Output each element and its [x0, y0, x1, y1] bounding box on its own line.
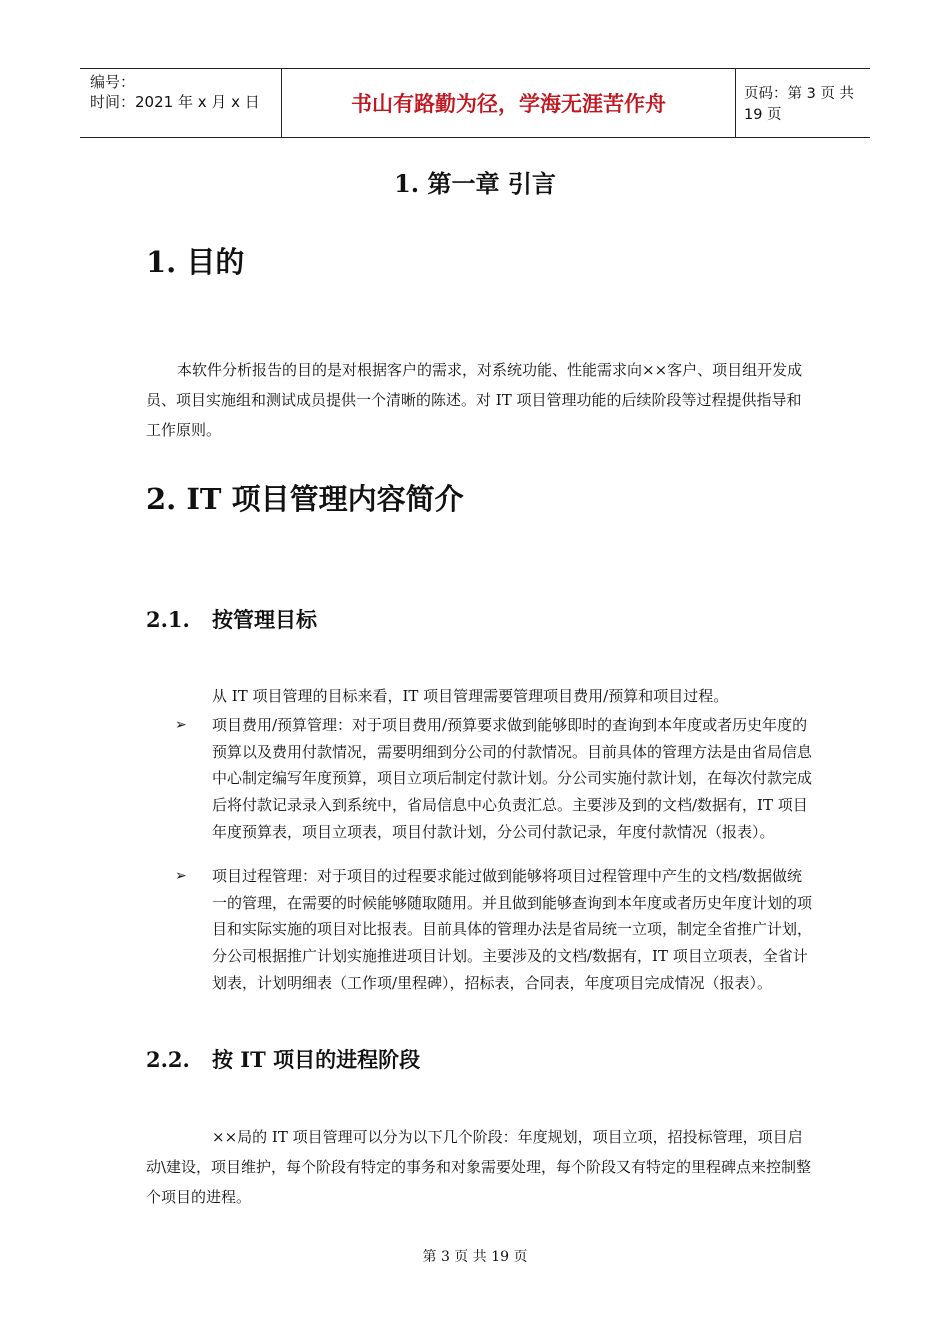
subsection-2-2-title: 按 IT 项目的进程阶段: [212, 1047, 421, 1072]
chapter-title: 1. 第一章 引言: [394, 169, 556, 198]
list-item: [175, 712, 815, 846]
subsection-2-2-heading: [146, 1045, 420, 1075]
list-item: [175, 863, 815, 997]
subsection-2-1-intro: 从 IT 项目管理的目标来看，IT 项目管理需要管理项目费用/预算和项目过程。: [212, 687, 729, 705]
arrow-bullet-icon: ➢: [175, 868, 187, 884]
list-item-text: 项目过程管理：对于项目的过程要求能过做到能够将项目过程管理中产生的文档/数据做统一的管理，在需要的时候能够随取随用。并且做到能够查询到本年度或者历史年度计划的项目和实际实施的项目对比报表。目前具体的管理办法是省局统一立项，制定全省推广计划，分公司根据推广计划实施推进项目计划。主要涉及的文档/数据有，IT 项目立项表，全省计划表，计划明细表（工作项/里程碑），招标表，合同表，年度项目完成情况（报表）。: [212, 867, 813, 992]
section-1-body: 本软件分析报告的目的是对根据客户的需求，对系统功能、性能需求向××客户、项目组开发成员、项目实施组和测试成员提供一个清晰的陈述。对 IT 项目管理功能的后续阶段等过程提供指导和工作原则。: [146, 361, 803, 439]
subsection-2-2-number: 2.2.: [146, 1047, 190, 1072]
subsection-2-1-number: 2.1.: [146, 607, 190, 632]
page-footer: 第 3 页 共 19 页: [422, 1249, 528, 1265]
list-item-text: 项目费用/预算管理：对于项目费用/预算要求做到能够即时的查询到本年度或者历史年度的预算以及费用付款情况，需要明细到分公司的付款情况。目前具体的管理方法是由省局信息中心制定编写年度预算，项目立项后制定付款计划。分公司实施付款计划，在每次付款完成后将付款记录录入到系统中，省局信息中心负责汇总。主要涉及到的文档/数据有，IT 项目年度预算表，项目立项表，项目付款计划，分公司付款记录，年度付款情况（报表）。: [212, 716, 813, 841]
date-label: 时间：2021 年 x 月 x 日: [90, 93, 260, 111]
header-motto: 书山有路勤为径，学海无涯苦作舟: [282, 69, 736, 137]
subsection-2-2-body: ××局的 IT 项目管理可以分为以下几个阶段：年度规划，项目立项，招投标管理，项目启动\建设，项目维护，每个阶段有特定的事务和对象需要处理，每个阶段又有特定的里程碑点来控制整个项目的进程。: [146, 1128, 812, 1206]
header-page-info: 页码：第 3 页 共 19 页: [744, 86, 855, 123]
arrow-bullet-icon: ➢: [175, 717, 187, 733]
header-meta-cell: [80, 69, 282, 137]
section-2-heading: 2. IT 项目管理内容简介: [146, 482, 464, 516]
subsection-2-1-heading: [146, 605, 317, 635]
code-label: 编号：: [90, 73, 136, 91]
page-header: [80, 68, 870, 138]
section-1-heading: 1. 目的: [146, 245, 245, 279]
subsection-2-1-title: 按管理目标: [212, 607, 317, 632]
